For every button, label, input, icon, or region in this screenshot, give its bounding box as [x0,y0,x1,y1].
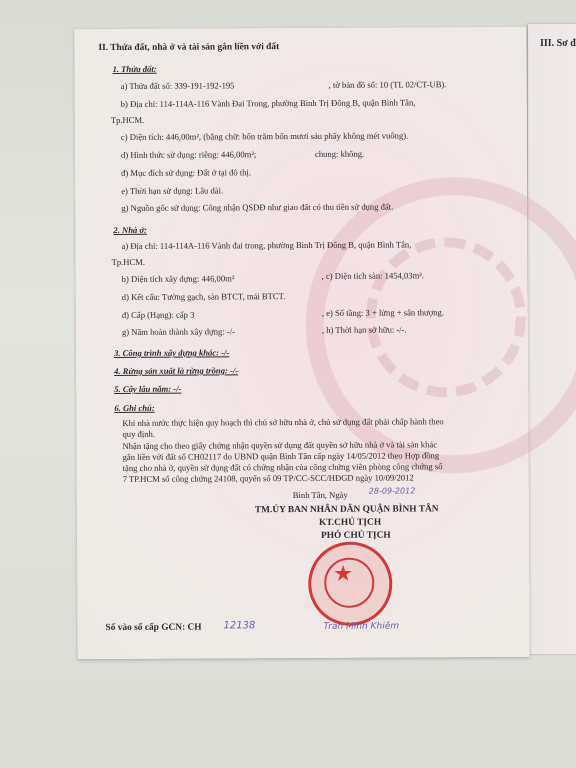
house-grade: đ) Cấp (Hạng): cấp 3 [121,309,195,320]
issuing-org: TM.ỦY BAN NHÂN DÂN QUẬN BÌNH TÂN [254,504,439,516]
house-heading: 2. Nhà ở: [113,224,147,235]
notes-line: quy định. [122,428,155,439]
land-origin: g) Nguồn gốc sử dụng: Công nhận QSDĐ như giao đất có thu tiền sử dụng đất. [121,201,394,213]
notes-line: tặng cho nhà ở, quyền sử dụng đất có chứng nhận của công chứng viên phòng công chứng số [122,461,443,473]
other-works: 3. Công trình xây dựng khác: -/- [114,347,230,358]
house-floor-area: , c) Diện tích sàn: 1454,03m². [321,270,425,281]
notes-line: Nhận tặng cho theo giấy chứng nhận quyền sử dụng đất quyền sở hữu nhà ở và tài sản khác [122,439,438,451]
registry-number: 12138 [223,620,256,632]
perennial-trees: 5. Cây lâu năm: -/- [114,383,182,394]
house-build-area: b) Diện tích xây dựng: 446,00m² [121,273,235,284]
planted-forest: 4. Rừng sản xuất là rừng trồng: -/- [114,365,239,376]
house-structure: d) Kết cấu: Tường gạch, sàn BTCT, mái BTCT. [121,291,286,302]
section-title: II. Thửa đất, nhà ở và tài sản gắn liền với đất [98,42,280,54]
house-ownership-term: , h) Thời hạn sở hữu: -/-. [321,324,407,335]
notes-line: Khi nhà nước thực hiện quy hoạch thì chủ sở hữu nhà ở, chủ sử dụng đất phải chấp hành theo [122,416,444,428]
signer-name: Trần Minh Khiêm [323,621,400,632]
signer-title: PHÓ CHỦ TỊCH [320,530,391,541]
notes-line: 7 TP.HCM số công chứng 24108, quyển số 09 TP/CC-SCC/HĐGD ngày 10/09/2012 [122,472,414,484]
notes-line: gắn liền với đất số CH02117 do UBND quận Bình Tân cấp ngày 14/05/2012 theo Hợp đồng [122,450,440,462]
notes-heading: 6. Ghi chú: [114,402,155,413]
land-address-line1: b) Địa chỉ: 114-114A-116 Vành Đai Trong, phường Bình Trị Đông B, quận Bình Tân, [120,97,416,109]
land-usage-form: d) Hình thức sử dụng: riêng: 446,00m²; [120,149,257,160]
house-address-line1: a) Địa chỉ: 114-114A-116 Vành đai trong, phường Bình Trị Đông B, quận Bình Tân, [121,239,412,251]
signer-role: KT.CHỦ TỊCH [318,517,382,528]
land-address-line2: Tp.HCM. [110,114,145,125]
registry-label: Số vào sổ cấp GCN: CH [105,622,202,634]
land-purpose: đ) Mục đích sử dụng: Đất ở tại đô thị. [121,167,252,178]
right-page-header: III. Sơ đ [540,38,576,49]
house-completion-year: g) Năm hoàn thành xây dựng: -/- [121,326,235,337]
house-address-line2: Tp.HCM. [111,256,146,267]
certificate-page [74,27,529,659]
land-usage-shared: chung: không. [314,148,365,159]
stamp-date: 28-09-2012 [368,486,416,496]
place-date: Bình Tân, Ngày [292,489,348,501]
land-map-sheet: , tờ bản đồ số: 10 (TL 02/CT-UB). [328,79,447,90]
land-area: c) Diện tích: 446,00m², (bằng chữ: bốn trăm bốn mươi sáu phẩy không mét vuông). [120,130,409,142]
house-floors: , e) Số tầng: 3 + lửng + sân thượng. [321,307,445,318]
land-term: e) Thời hạn sử dụng: Lâu dài. [121,185,224,196]
land-heading: 1. Thửa đất: [112,63,157,74]
official-seal-icon: ★ [308,542,392,626]
land-parcel-number: a) Thửa đất số: 339-191-192-195 [120,80,235,91]
